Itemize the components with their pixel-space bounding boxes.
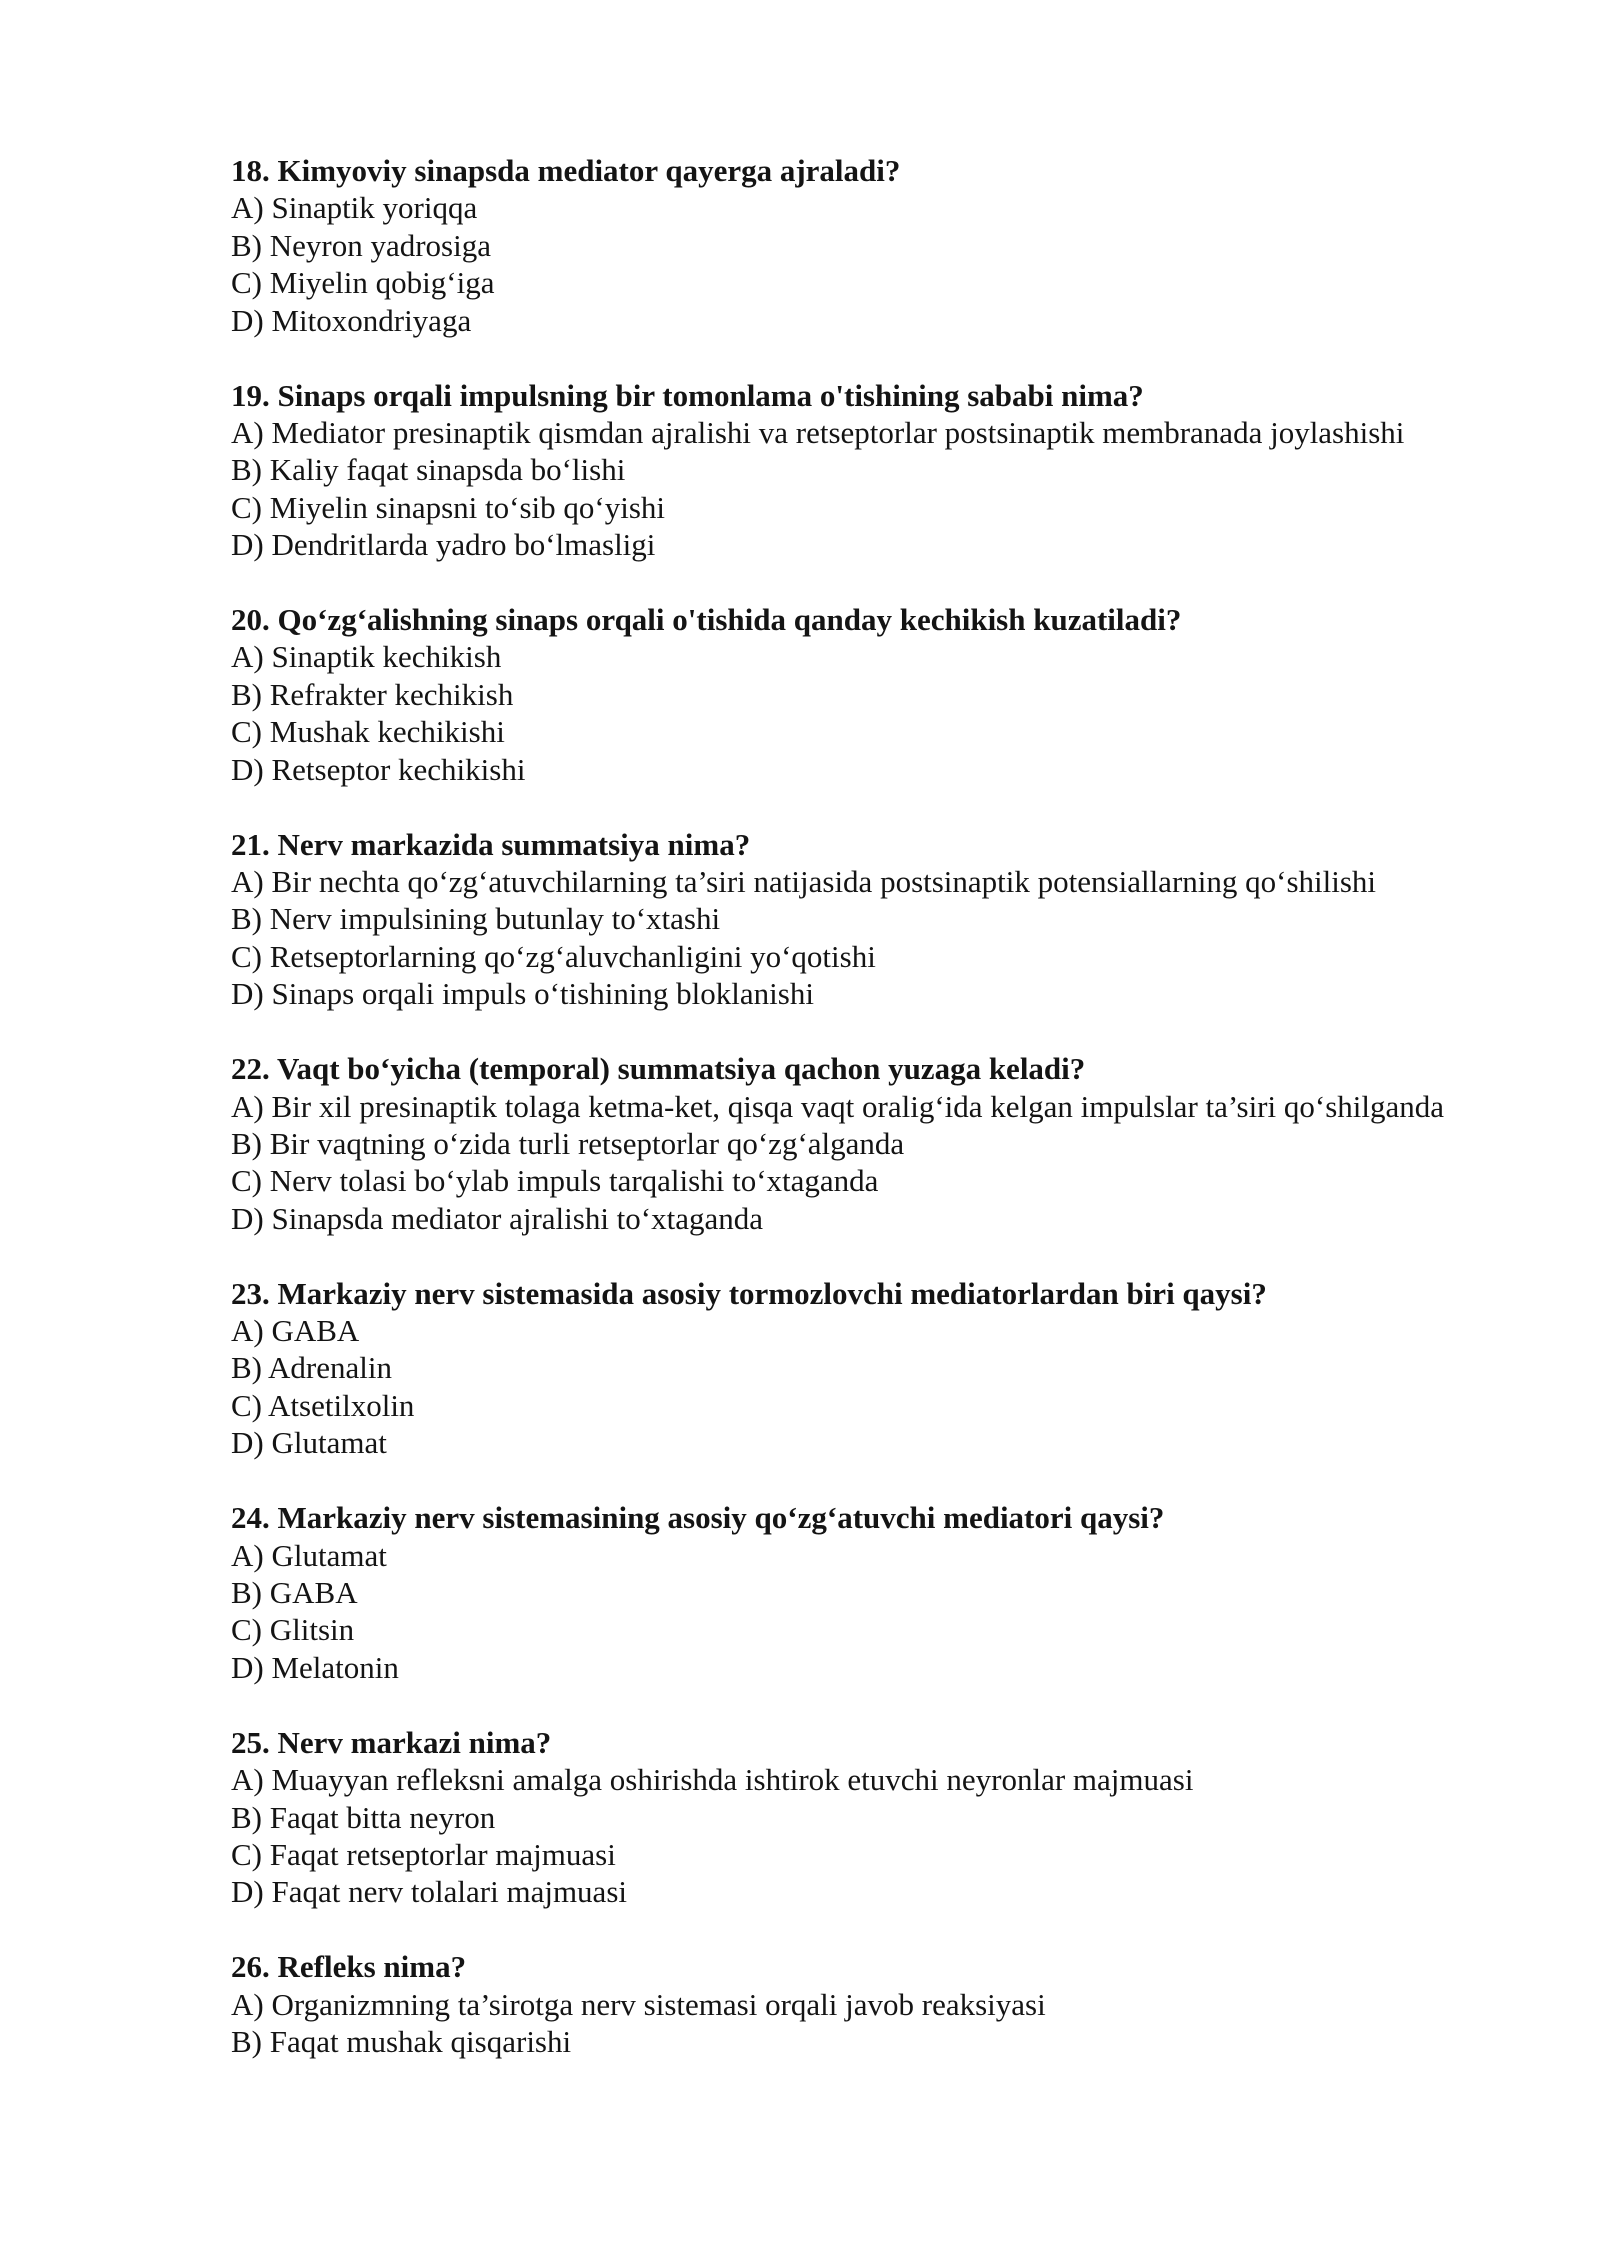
- answer-option-d: D) Retseptor kechikishi: [231, 751, 526, 787]
- question-20: [231, 601, 1471, 788]
- answer-option-a: A) Glutamat: [231, 1537, 387, 1573]
- question-title: 20. Qo‘zg‘alishning sinaps orqali o'tishida qanday kechikish kuzatiladi?: [231, 602, 1182, 638]
- question-title: 26. Refleks nima?: [231, 1949, 467, 1985]
- question-19: [231, 377, 1471, 564]
- question-title: 24. Markaziy nerv sistemasining asosiy qo‘zg‘atuvchi mediatori qaysi?: [231, 1500, 1165, 1536]
- answer-option-a: A) Mediator presinaptik qismdan ajralishi va retseptorlar postsinaptik membranada joylashishi: [231, 414, 1405, 450]
- answer-option-a: A) Organizmning ta’sirotga nerv sistemasi orqali javob reaksiyasi: [231, 1986, 1046, 2022]
- answer-option-d: D) Melatonin: [231, 1649, 399, 1685]
- answer-option-b: B) Kaliy faqat sinapsda bo‘lishi: [231, 452, 626, 488]
- answer-option-c: C) Retseptorlarning qo‘zg‘aluvchanligini yo‘qotishi: [231, 938, 876, 974]
- answer-option-b: B) Neyron yadrosiga: [231, 227, 491, 263]
- answer-option-d: D) Sinapsda mediator ajralishi to‘xtaganda: [231, 1200, 764, 1236]
- question-title: 18. Kimyoviy sinapsda mediator qayerga ajraladi?: [231, 153, 901, 188]
- answer-option-b: B) Adrenalin: [231, 1350, 392, 1386]
- answer-option-b: B) Faqat bitta neyron: [231, 1799, 496, 1835]
- question-title: 23. Markaziy nerv sistemasida asosiy tormozlovchi mediatorlardan biri qaysi?: [231, 1275, 1267, 1311]
- answer-option-b: B) Faqat mushak qisqarishi: [231, 2024, 572, 2060]
- question-21: [231, 826, 1471, 1013]
- answer-option-b: B) Bir vaqtning o‘zida turli retseptorlar qo‘zg‘alganda: [231, 1125, 905, 1161]
- answer-option-d: D) Faqat nerv tolalari majmuasi: [231, 1874, 627, 1910]
- question-title: 21. Nerv markazida summatsiya nima?: [231, 826, 751, 862]
- question-25: [231, 1724, 1471, 1911]
- answer-option-b: B) Nerv impulsining butunlay to‘xtashi: [231, 901, 721, 937]
- answer-option-a: A) Muayyan refleksni amalga oshirishda ishtirok etuvchi neyronlar majmuasi: [231, 1762, 1194, 1798]
- question-title: 19. Sinaps orqali impulsning bir tomonlama o'tishining sababi nima?: [231, 377, 1144, 413]
- question-title: 22. Vaqt bo‘yicha (temporal) summatsiya qachon yuzaga keladi?: [231, 1051, 1086, 1087]
- question-24: [231, 1499, 1471, 1686]
- answer-option-a: A) Sinaptik kechikish: [231, 639, 502, 675]
- question-title: 25. Nerv markazi nima?: [231, 1724, 552, 1760]
- answer-option-d: D) Mitoxondriyaga: [231, 302, 472, 338]
- answer-option-c: C) Glitsin: [231, 1612, 355, 1648]
- question-list: [231, 152, 1471, 2098]
- answer-option-c: C) Atsetilxolin: [231, 1387, 415, 1423]
- answer-option-c: C) Miyelin sinapsni to‘sib qo‘yishi: [231, 489, 665, 525]
- answer-option-b: B) Refrakter kechikish: [231, 676, 514, 712]
- question-26: [231, 1948, 1471, 2060]
- answer-option-a: A) Sinaptik yoriqqa: [231, 190, 478, 226]
- answer-option-a: A) GABA: [231, 1313, 360, 1349]
- answer-option-c: C) Nerv tolasi bo‘ylab impuls tarqalishi to‘xtaganda: [231, 1163, 879, 1199]
- answer-option-d: D) Dendritlarda yadro bo‘lmasligi: [231, 527, 656, 563]
- answer-option-d: D) Glutamat: [231, 1425, 387, 1461]
- answer-option-a: A) Bir xil presinaptik tolaga ketma-ket, qisqa vaqt oralig‘ida kelgan impulslar ta’siri qo‘shilganda: [231, 1088, 1444, 1124]
- question-18: [231, 152, 1471, 339]
- answer-option-c: C) Miyelin qobig‘iga: [231, 265, 495, 301]
- answer-option-d: D) Sinaps orqali impuls o‘tishining bloklanishi: [231, 976, 814, 1012]
- question-23: [231, 1275, 1471, 1462]
- question-22: [231, 1050, 1471, 1237]
- answer-option-c: C) Mushak kechikishi: [231, 714, 505, 750]
- answer-option-c: C) Faqat retseptorlar majmuasi: [231, 1836, 616, 1872]
- answer-option-a: A) Bir nechta qo‘zg‘atuvchilarning ta’siri natijasida postsinaptik potensiallarning qo‘shilishi: [231, 864, 1377, 899]
- answer-option-b: B) GABA: [231, 1575, 358, 1610]
